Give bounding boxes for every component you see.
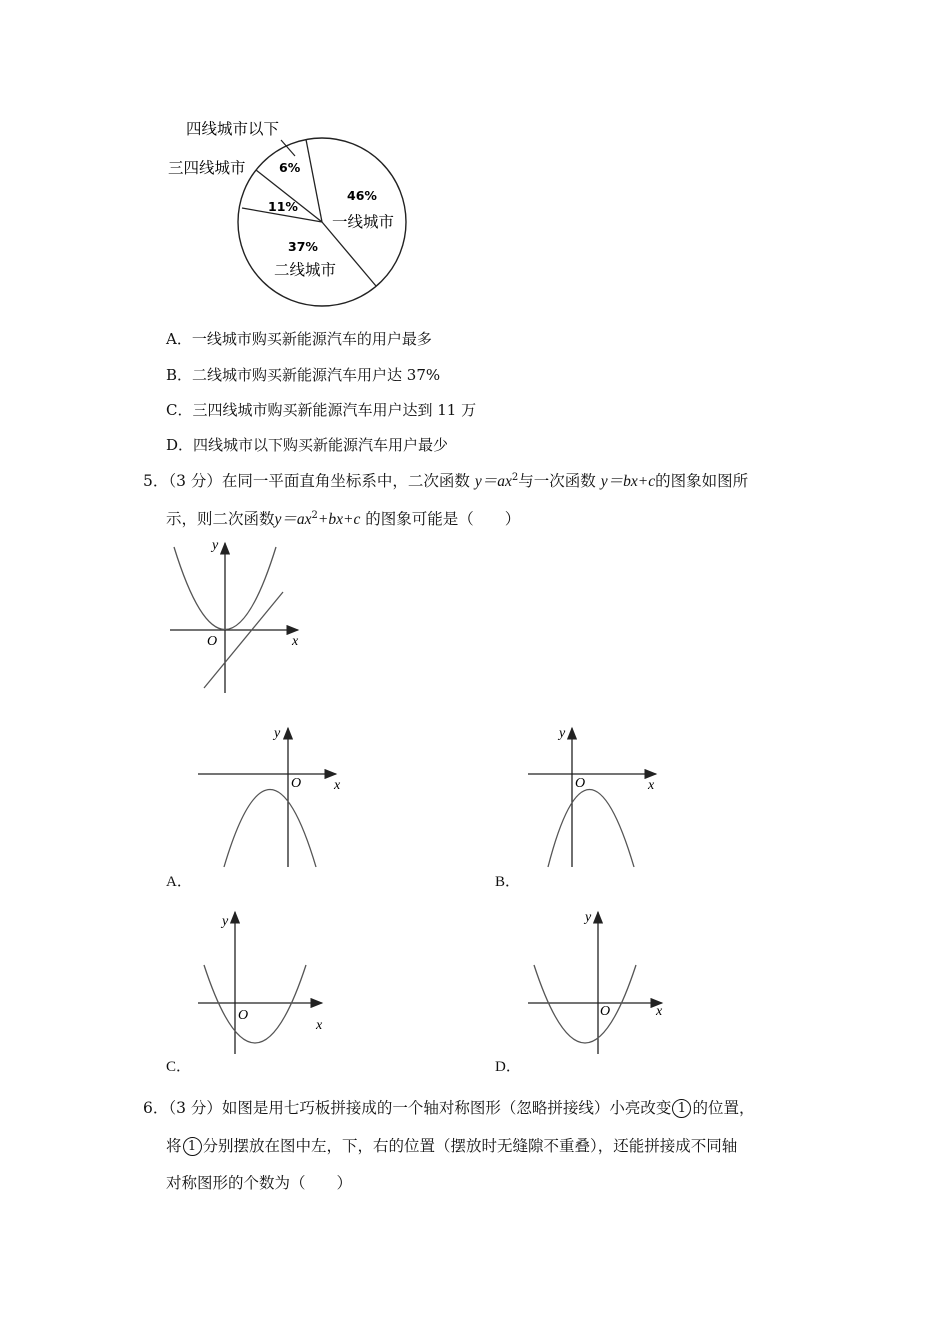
- x-label: x: [334, 778, 341, 793]
- y-label: y: [559, 726, 566, 741]
- origin-label: O: [600, 1004, 611, 1019]
- x-label: x: [316, 1018, 323, 1033]
- question-6-line2: 将 1 分别摆放在图中左，下，右的位置（摆放时无缝隙不重叠），还能拼接成不同轴: [166, 1137, 738, 1155]
- question-6-line3: 对称图形的个数为（ ）: [166, 1174, 353, 1192]
- graph-option-d: [520, 908, 680, 1058]
- question-6-line1: 6．（3 分）如图是用七巧板拼接成的一个轴对称图形（忽略拼接线）小亮改变 1 的位置，: [143, 1099, 755, 1117]
- question-5-line2: 示，则二次函数$y=ax^2+bx+c$ 的图象可能是（ ）: [166, 509, 521, 528]
- y-label: y: [212, 538, 219, 553]
- pie-percent: 11%: [268, 199, 298, 214]
- x-label: x: [292, 634, 299, 649]
- parabola-curve: [534, 965, 636, 1043]
- option-b: B．二线城市购买新能源汽车用户达 37%: [166, 366, 441, 384]
- origin-label: O: [207, 634, 218, 649]
- graph-option-b: [520, 722, 680, 872]
- origin-label: O: [238, 1008, 249, 1023]
- option-a: A．一线城市购买新能源汽车的用户最多: [166, 330, 432, 348]
- graph-option-label: C．: [166, 1059, 192, 1075]
- graph-option-label: B．: [495, 874, 521, 890]
- origin-label: O: [575, 776, 586, 791]
- x-label: x: [648, 778, 655, 793]
- y-label: y: [274, 726, 281, 741]
- pie-divider: [306, 140, 322, 223]
- graph-option-label: A．: [166, 874, 192, 890]
- circled-number: 1: [183, 1137, 202, 1156]
- parabola-curve: [224, 790, 316, 868]
- pie-label: 一线城市: [332, 213, 395, 231]
- origin-label: O: [291, 776, 302, 791]
- pie-chart: [150, 100, 450, 320]
- option-c: C．三四线城市购买新能源汽车用户达到 11 万: [166, 401, 477, 419]
- pie-percent: 46%: [347, 188, 377, 203]
- pie-divider: [256, 170, 322, 222]
- graph-option-a: [190, 722, 350, 872]
- pie-percent: 37%: [288, 239, 318, 254]
- graph-option-label: D．: [495, 1059, 521, 1075]
- callout-label: 四线城市以下: [186, 120, 280, 138]
- parabola-curve: [548, 790, 634, 868]
- pie-label: 二线城市: [274, 261, 337, 279]
- graph-option-c: [190, 908, 350, 1058]
- option-d: D．四线城市以下购买新能源汽车用户最少: [166, 436, 449, 454]
- pie-percent: 6%: [279, 160, 301, 175]
- question-5-line1: 5．（3 分）在同一平面直角坐标系中，二次函数 $y=ax^2$与一次函数 y＝bx+c的图象如图所: [143, 471, 749, 490]
- x-label: x: [656, 1004, 663, 1019]
- parabola-curve: [204, 965, 306, 1043]
- y-label: y: [222, 914, 229, 929]
- y-label: y: [585, 910, 592, 925]
- given-graph: [160, 535, 310, 700]
- callout-label: 三四线城市: [168, 159, 246, 177]
- circled-number: 1: [672, 1099, 691, 1118]
